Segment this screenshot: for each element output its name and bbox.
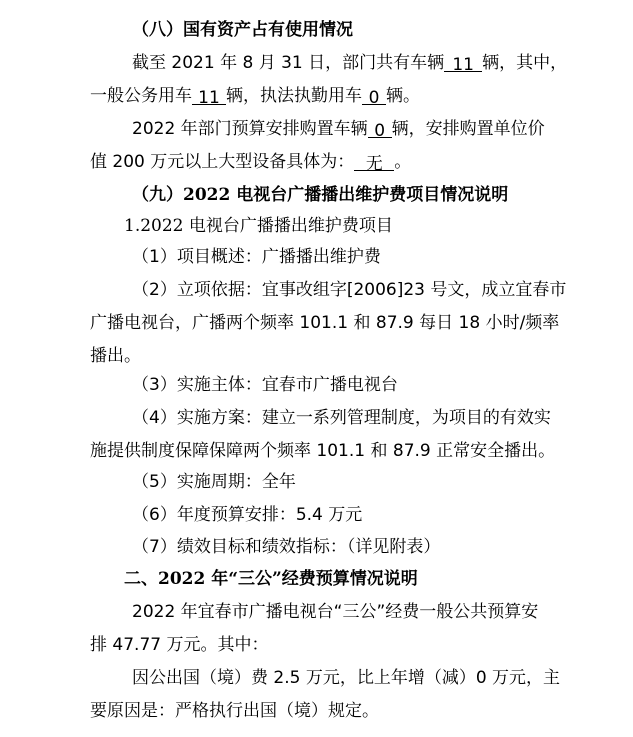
item-3: （3）实施主体：宜春市广播电视台 [132, 375, 398, 395]
item-2-line-3: 播出。 [90, 346, 141, 366]
section-8-heading: （八）国有资产占有使用情况 [132, 20, 353, 40]
item-4-line-1: （4）实施方案：建立一系列管理制度，为项目的有效实 [132, 408, 551, 428]
item-2-line-1: （2）立项依据：宜事改组字[2006]23 号文，成立宜春市 [132, 280, 567, 300]
purchase-line-1 [132, 117, 612, 141]
item-4-line-2: 施提供制度保障保障两个频率 101.1 和 87.9 正常安全播出。 [90, 441, 556, 461]
item-6: （6）年度预算安排：5.4 万元 [132, 505, 363, 525]
sangong-para-2-line-1: 因公出国（境）费 2.5 万元，比上年增（减）0 万元，主 [132, 668, 561, 688]
vehicles-text-3: 一般公务用车 [90, 86, 192, 106]
vehicles-text-2: 辆，其中， [482, 53, 568, 73]
vehicles-total-value: 11 [444, 53, 482, 72]
section-9-heading: （九）2022 电视台广播播出维护费项目情况说明 [132, 185, 509, 205]
sangong-para-1-line-1: 2022 年宜春市广播电视台“三公”经费一般公共预算安 [132, 602, 539, 622]
sangong-para-2-line-2: 要原因是：严格执行出国（境）规定。 [90, 701, 379, 721]
vehicles-text-1: 截至 2021 年 8 月 31 日，部门共有车辆 [132, 53, 445, 73]
item-7: （7）绩效目标和绩效指标：（详见附表） [132, 537, 441, 557]
purchase-text-4: 。 [394, 152, 412, 172]
purchase-line-2 [90, 150, 610, 174]
item-5: （5）实施周期：全年 [132, 472, 296, 492]
project-subheading: 1.2022 电视台广播播出维护费项目 [124, 216, 393, 236]
vehicles-line-1 [132, 51, 612, 75]
sangong-heading: 二、2022 年“三公”经费预算情况说明 [124, 569, 418, 589]
equipment-value: 无 [354, 152, 394, 171]
item-2-line-2: 广播电视台，广播两个频率 101.1 和 87.9 每日 18 小时/频率 [90, 313, 560, 333]
purchase-text-2: 辆，安排购置单位价 [391, 119, 545, 139]
purchase-text-1: 2022 年部门预算安排购置车辆 [132, 119, 368, 139]
purchase-text-3: 值 200 万元以上大型设备具体为： [90, 152, 355, 172]
item-1: （1）项目概述：广播播出维护费 [132, 247, 381, 267]
enforcement-vehicles-value: 0 [362, 86, 386, 105]
vehicles-text-4: 辆，执法执勤用车 [226, 86, 362, 106]
official-vehicles-value: 11 [192, 86, 226, 105]
vehicles-line-2 [90, 84, 610, 108]
vehicles-text-5: 辆。 [386, 86, 420, 106]
purchase-count-value: 0 [368, 119, 392, 138]
sangong-para-1-line-2: 排 47.77 万元。其中： [90, 635, 269, 655]
